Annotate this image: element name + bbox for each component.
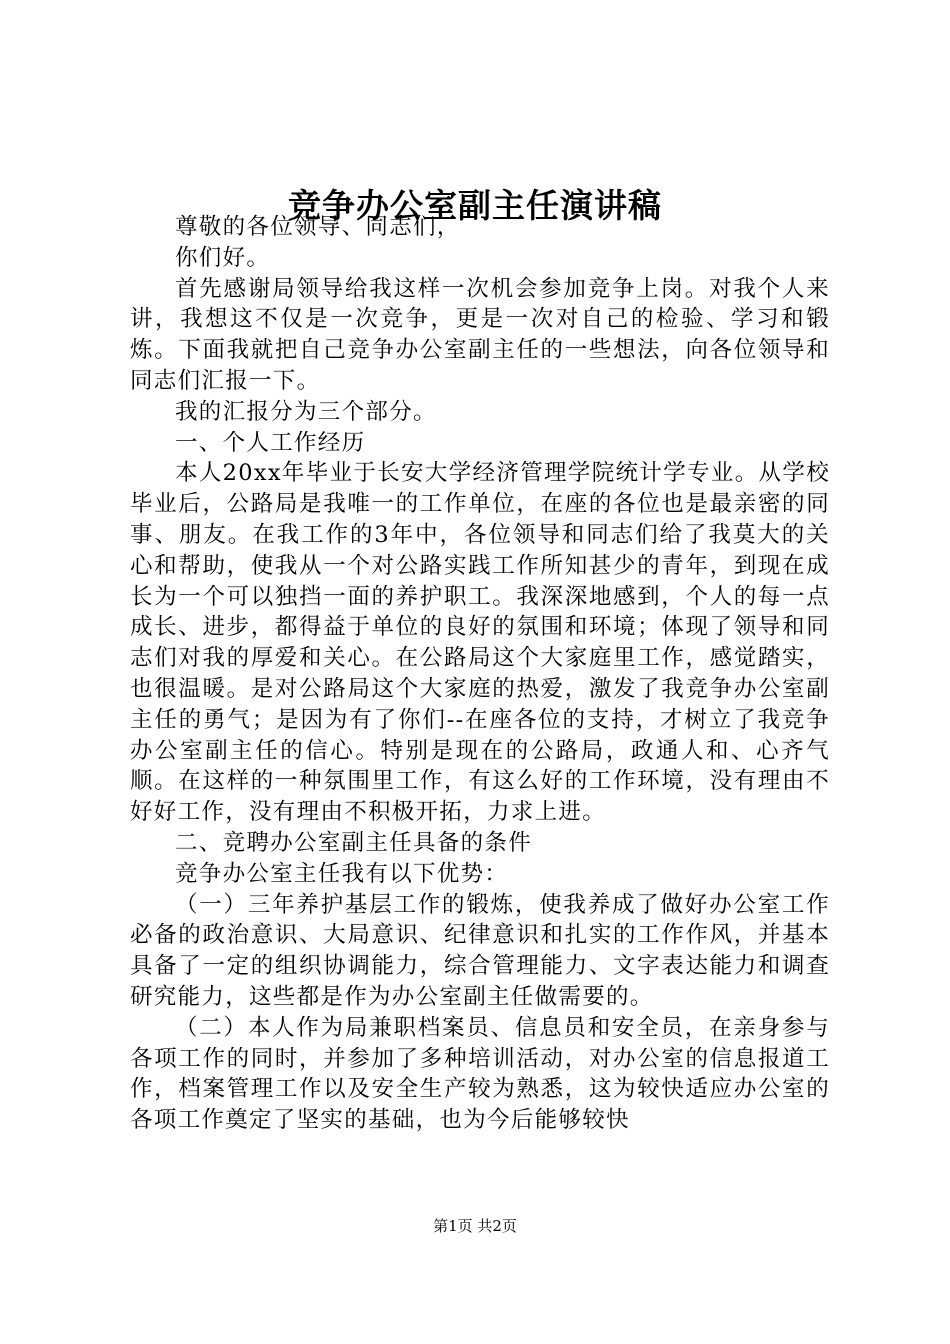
paragraph-outline: 我的汇报分为三个部分。 [175,398,437,425]
section-heading-2: 二、竞聘办公室副主任具备的条件 [175,829,533,856]
greeting: 你们好。 [175,244,271,271]
paragraph-advantage-2: （二）本人作为局兼职档案员、信息员和安全员，在亲身参与各项工作的同时，并参加了多种培训活动，对办公室的信息报道工作，档案管理工作以及安全生产较为熟悉，这为较快适应办公室的各项工作奠定了坚实的基础，也为今后能够较快 [130,1014,830,1134]
paragraph-experience: 本人20xx年毕业于长安大学经济管理学院统计学专业。从学校毕业后，公路局是我唯一的工作单位，在座的各位也是最亲密的同事、朋友。在我工作的3年中，各位领导和同志们给了我莫大的关心和帮助，使我从一个对公路实践工作所知甚少的青年，到现在成长为一个可以独挡一面的养护职工。我深深地感到，个人的每一点成长、进步，都得益于单位的良好的氛围和环境；体现了领导和同志们对我的厚爱和关心。在公路局这个大家庭里工作，感觉踏实，也很温暖。是对公路局这个大家庭的热爱，激发了我竞争办公室副主任的勇气；是因为有了你们--在座各位的支持，才树立了我竞争办公室副主任的信心。特别是现在的公路局，政通人和、心齐气顺。在这样的一种氛围里工作，有这么好的工作环境，没有理由不好好工作，没有理由不积极开拓，力求上进。 [130,460,830,826]
document-body [130,212,830,1136]
paragraph-advantages-intro: 竞争办公室主任我有以下优势： [175,860,509,887]
document-title: 竞争办公室副主任演讲稿 [288,186,662,225]
salutation: 尊敬的各位领导、同志们， [175,214,461,240]
paragraph-intro: 首先感谢局领导给我这样一次机会参加竞争上岗。对我个人来讲，我想这不仅是一次竞争，更是一次对自己的检验、学习和锻炼。下面我就把自己竞争办公室副主任的一些想法，向各位领导和同志们汇报一下。 [130,275,830,394]
section-heading-1: 一、个人工作经历 [175,429,366,456]
paragraph-advantage-1: （一）三年养护基层工作的锻炼，使我养成了做好办公室工作必备的政治意识、大局意识、纪律意识和扎实的工作作风，并基本具备了一定的组织协调能力，综合管理能力、文字表达能力和调查研究能力，这些都是作为办公室副主任做需要的。 [130,891,830,1010]
page-number-footer: 第1页 共2页 [433,1217,517,1235]
